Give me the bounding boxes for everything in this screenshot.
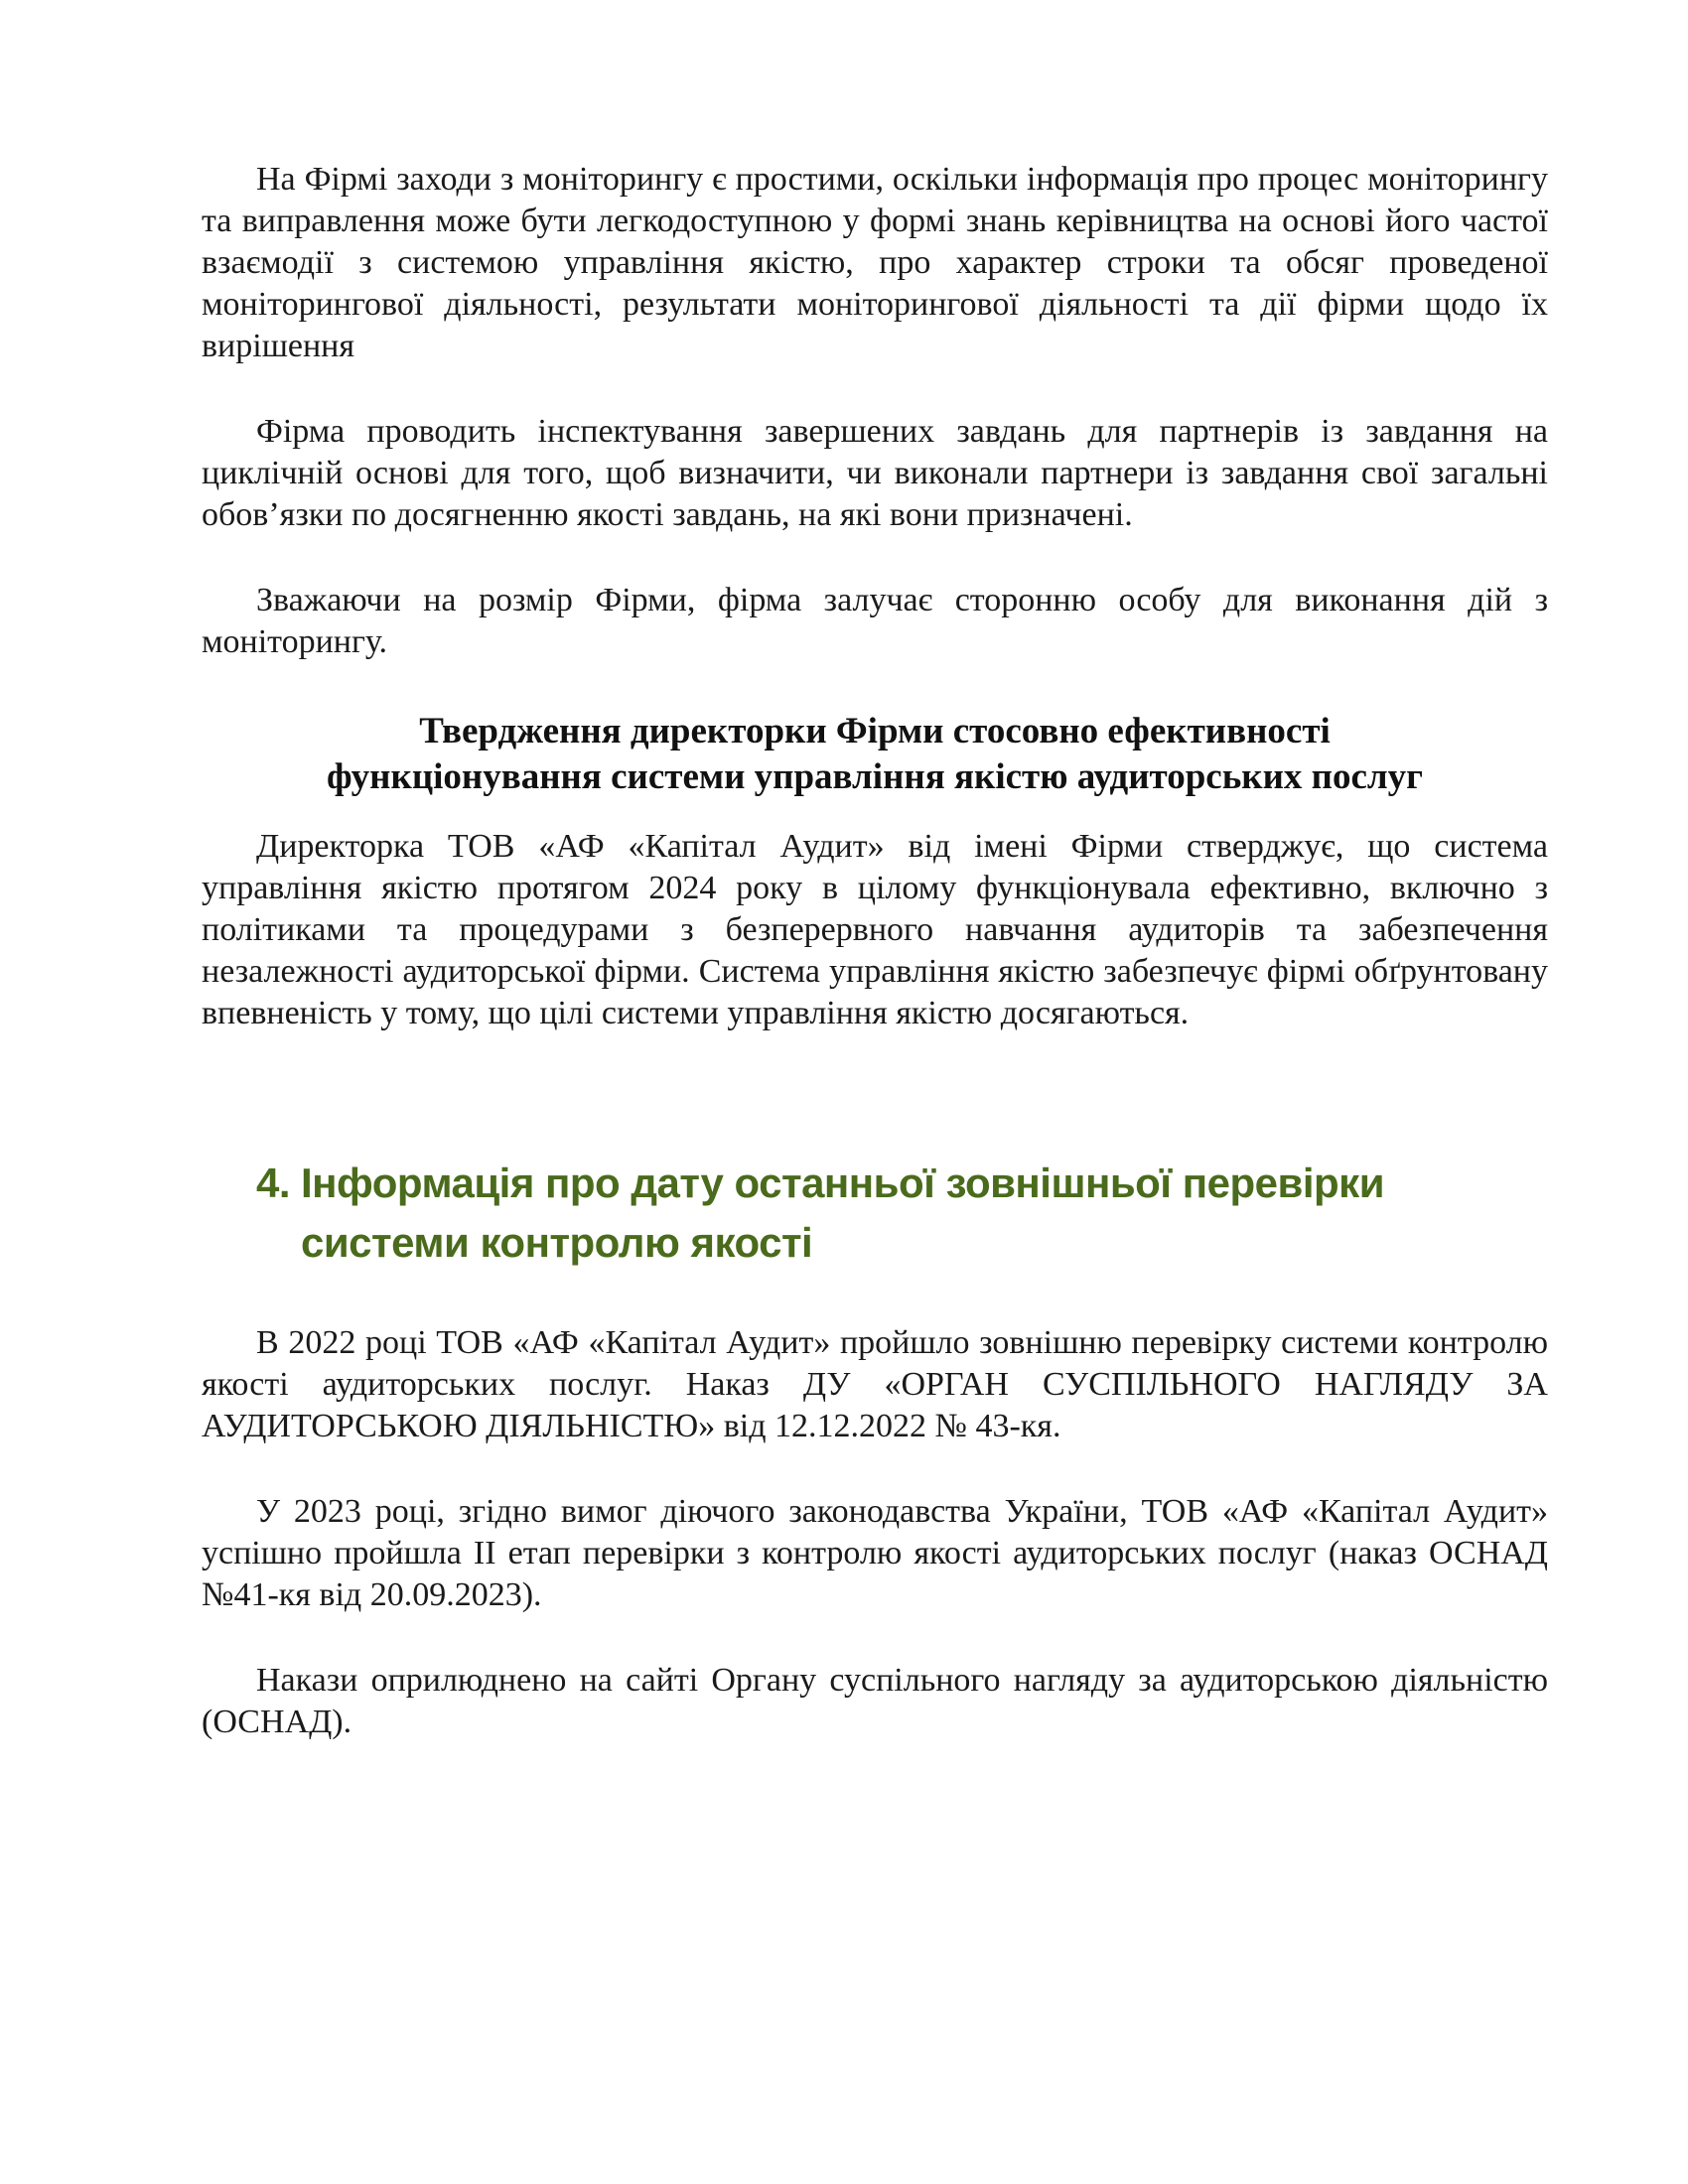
paragraph-director-statement: Директорка ТОВ «АФ «Капітал Аудит» від імені Фірми стверджує, що система управління якістю протягом 2024 року в цілому функціонувала ефективно, включно з політиками та процедурами з безперервного навчання аудиторів та забезпечення незалежності аудиторської фірми. Система управління якістю забезпечує фірмі обґрунтовану впевненість у тому, що цілі системи управління якістю досягаються. xyxy=(202,828,1548,1031)
page-content xyxy=(202,159,1548,1743)
paragraph-monitoring-simple: На Фірмі заходи з моніторингу є простими, оскільки інформація про процес моніторингу та виправлення може бути легкодоступною у формі знань керівництва на основі його частої взаємодії з системою управління якістю, про характер строки та обсяг проведеної моніторингової діяльності, результати моніторингової діяльності та дії фірми щодо їх вирішення xyxy=(202,161,1548,364)
section-4-heading xyxy=(202,1154,1548,1273)
paragraph-third-party: Зважаючи на розмір Фірми, фірма залучає сторонню особу для виконання дій з моніторингу. xyxy=(202,582,1548,660)
section-4-title-line-1: Інформація про дату останньої зовнішньої перевірки xyxy=(301,1160,1385,1206)
statement-heading-line-2: функціонування системи управління якістю аудиторських послуг xyxy=(327,756,1423,797)
statement-heading-line-1: Твердження директорки Фірми стосовно ефективності xyxy=(419,711,1331,751)
section-4-title-line-2: системи контролю якості xyxy=(301,1219,813,1266)
paragraph-inspection: Фірма проводить інспектування завершених завдань для партнерів із завдання на циклічній основі для того, щоб визначити, чи виконали партнери із завдання свої загальні обов’язки по досягненню якості завдань, на які вони призначені. xyxy=(202,413,1548,533)
paragraph-external-review-2022: В 2022 році ТОВ «АФ «Капітал Аудит» пройшло зовнішню перевірку системи контролю якості аудиторських послуг. Наказ ДУ «ОРГАН СУСПІЛЬНОГО НАГЛЯДУ ЗА АУДИТОРСЬКОЮ ДІЯЛЬНІСТЮ» від 12.12.2022 № 43-кя. xyxy=(202,1324,1548,1444)
section-4-number: 4. xyxy=(256,1160,291,1206)
paragraph-orders-published: Накази оприлюднено на сайті Органу суспільного нагляду за аудиторською діяльністю (ОСНАД). xyxy=(202,1662,1548,1740)
statement-heading xyxy=(202,709,1548,800)
paragraph-review-2023: У 2023 році, згідно вимог діючого законодавства України, ТОВ «АФ «Капітал Аудит» успішно пройшла ІІ етап перевірки з контролю якості аудиторських послуг (наказ ОСНАД №41-кя від 20.09.2023). xyxy=(202,1493,1548,1613)
